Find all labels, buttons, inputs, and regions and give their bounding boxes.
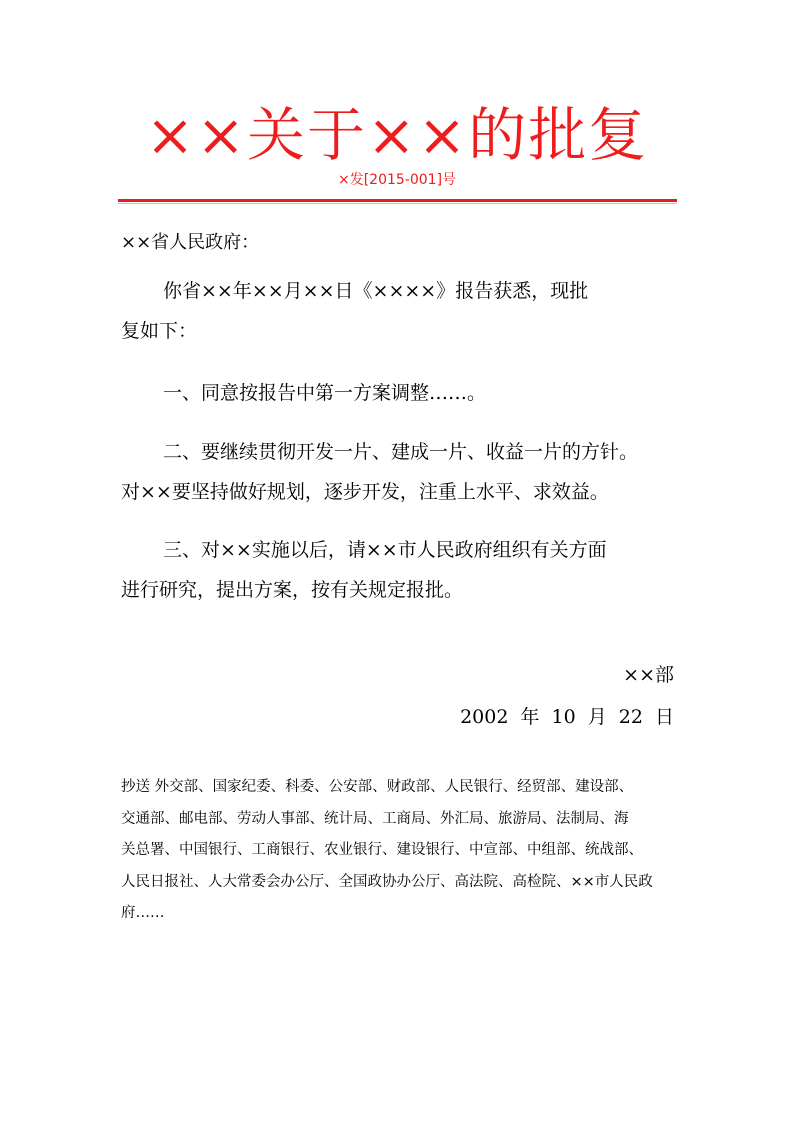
paragraph-line: 复如下：: [121, 320, 198, 342]
body-paragraph-3: [121, 432, 681, 512]
body-paragraph-2: [121, 373, 681, 413]
cc-distribution-list: [121, 772, 681, 930]
body-paragraph-4: [121, 530, 681, 610]
red-header-divider-shadow: [118, 203, 677, 204]
document-title: ××关于××的批复: [145, 101, 649, 169]
paragraph-line: 你省××年××月××日《××××》报告获悉，现批: [163, 280, 589, 302]
cc-line: 抄送 外交部、国家纪委、科委、公安部、财政部、人民银行、经贸部、建设部、: [121, 779, 634, 795]
addressee: ××省人民政府：: [121, 232, 260, 253]
paragraph-line: 对××要坚持做好规划，逐步开发，注重上水平、求效益。: [121, 481, 609, 503]
cc-line: 人民日报社、人大常委会办公厅、全国政协办公厅、高法院、高检院、××市人民政: [121, 873, 653, 890]
paragraph-line: 三、对××实施以后，请××市人民政府组织有关方面: [163, 539, 607, 561]
paragraph-line: 进行研究，提出方案，按有关规定报批。: [121, 579, 464, 601]
issue-date: 2002 年 10 月 22 日: [460, 706, 674, 728]
cc-line: 府……: [121, 905, 165, 921]
paragraph-line: 一、同意按报告中第一方案调整……。: [163, 382, 487, 404]
issuer-signature: ××部: [623, 664, 674, 686]
document-number: ×发[2015-001]号: [337, 172, 457, 188]
cc-line: 关总署、中国银行、工商银行、农业银行、建设银行、中宣部、中组部、统战部、: [121, 842, 643, 858]
body-paragraph-1: [121, 271, 681, 351]
cc-line: 交通部、邮电部、劳动人事部、统计局、工商局、外汇局、旅游局、法制局、海: [121, 810, 629, 827]
red-header-divider: [118, 199, 677, 202]
paragraph-line: 二、要继续贯彻开发一片、建成一片、收益一片的方针。: [163, 441, 639, 463]
